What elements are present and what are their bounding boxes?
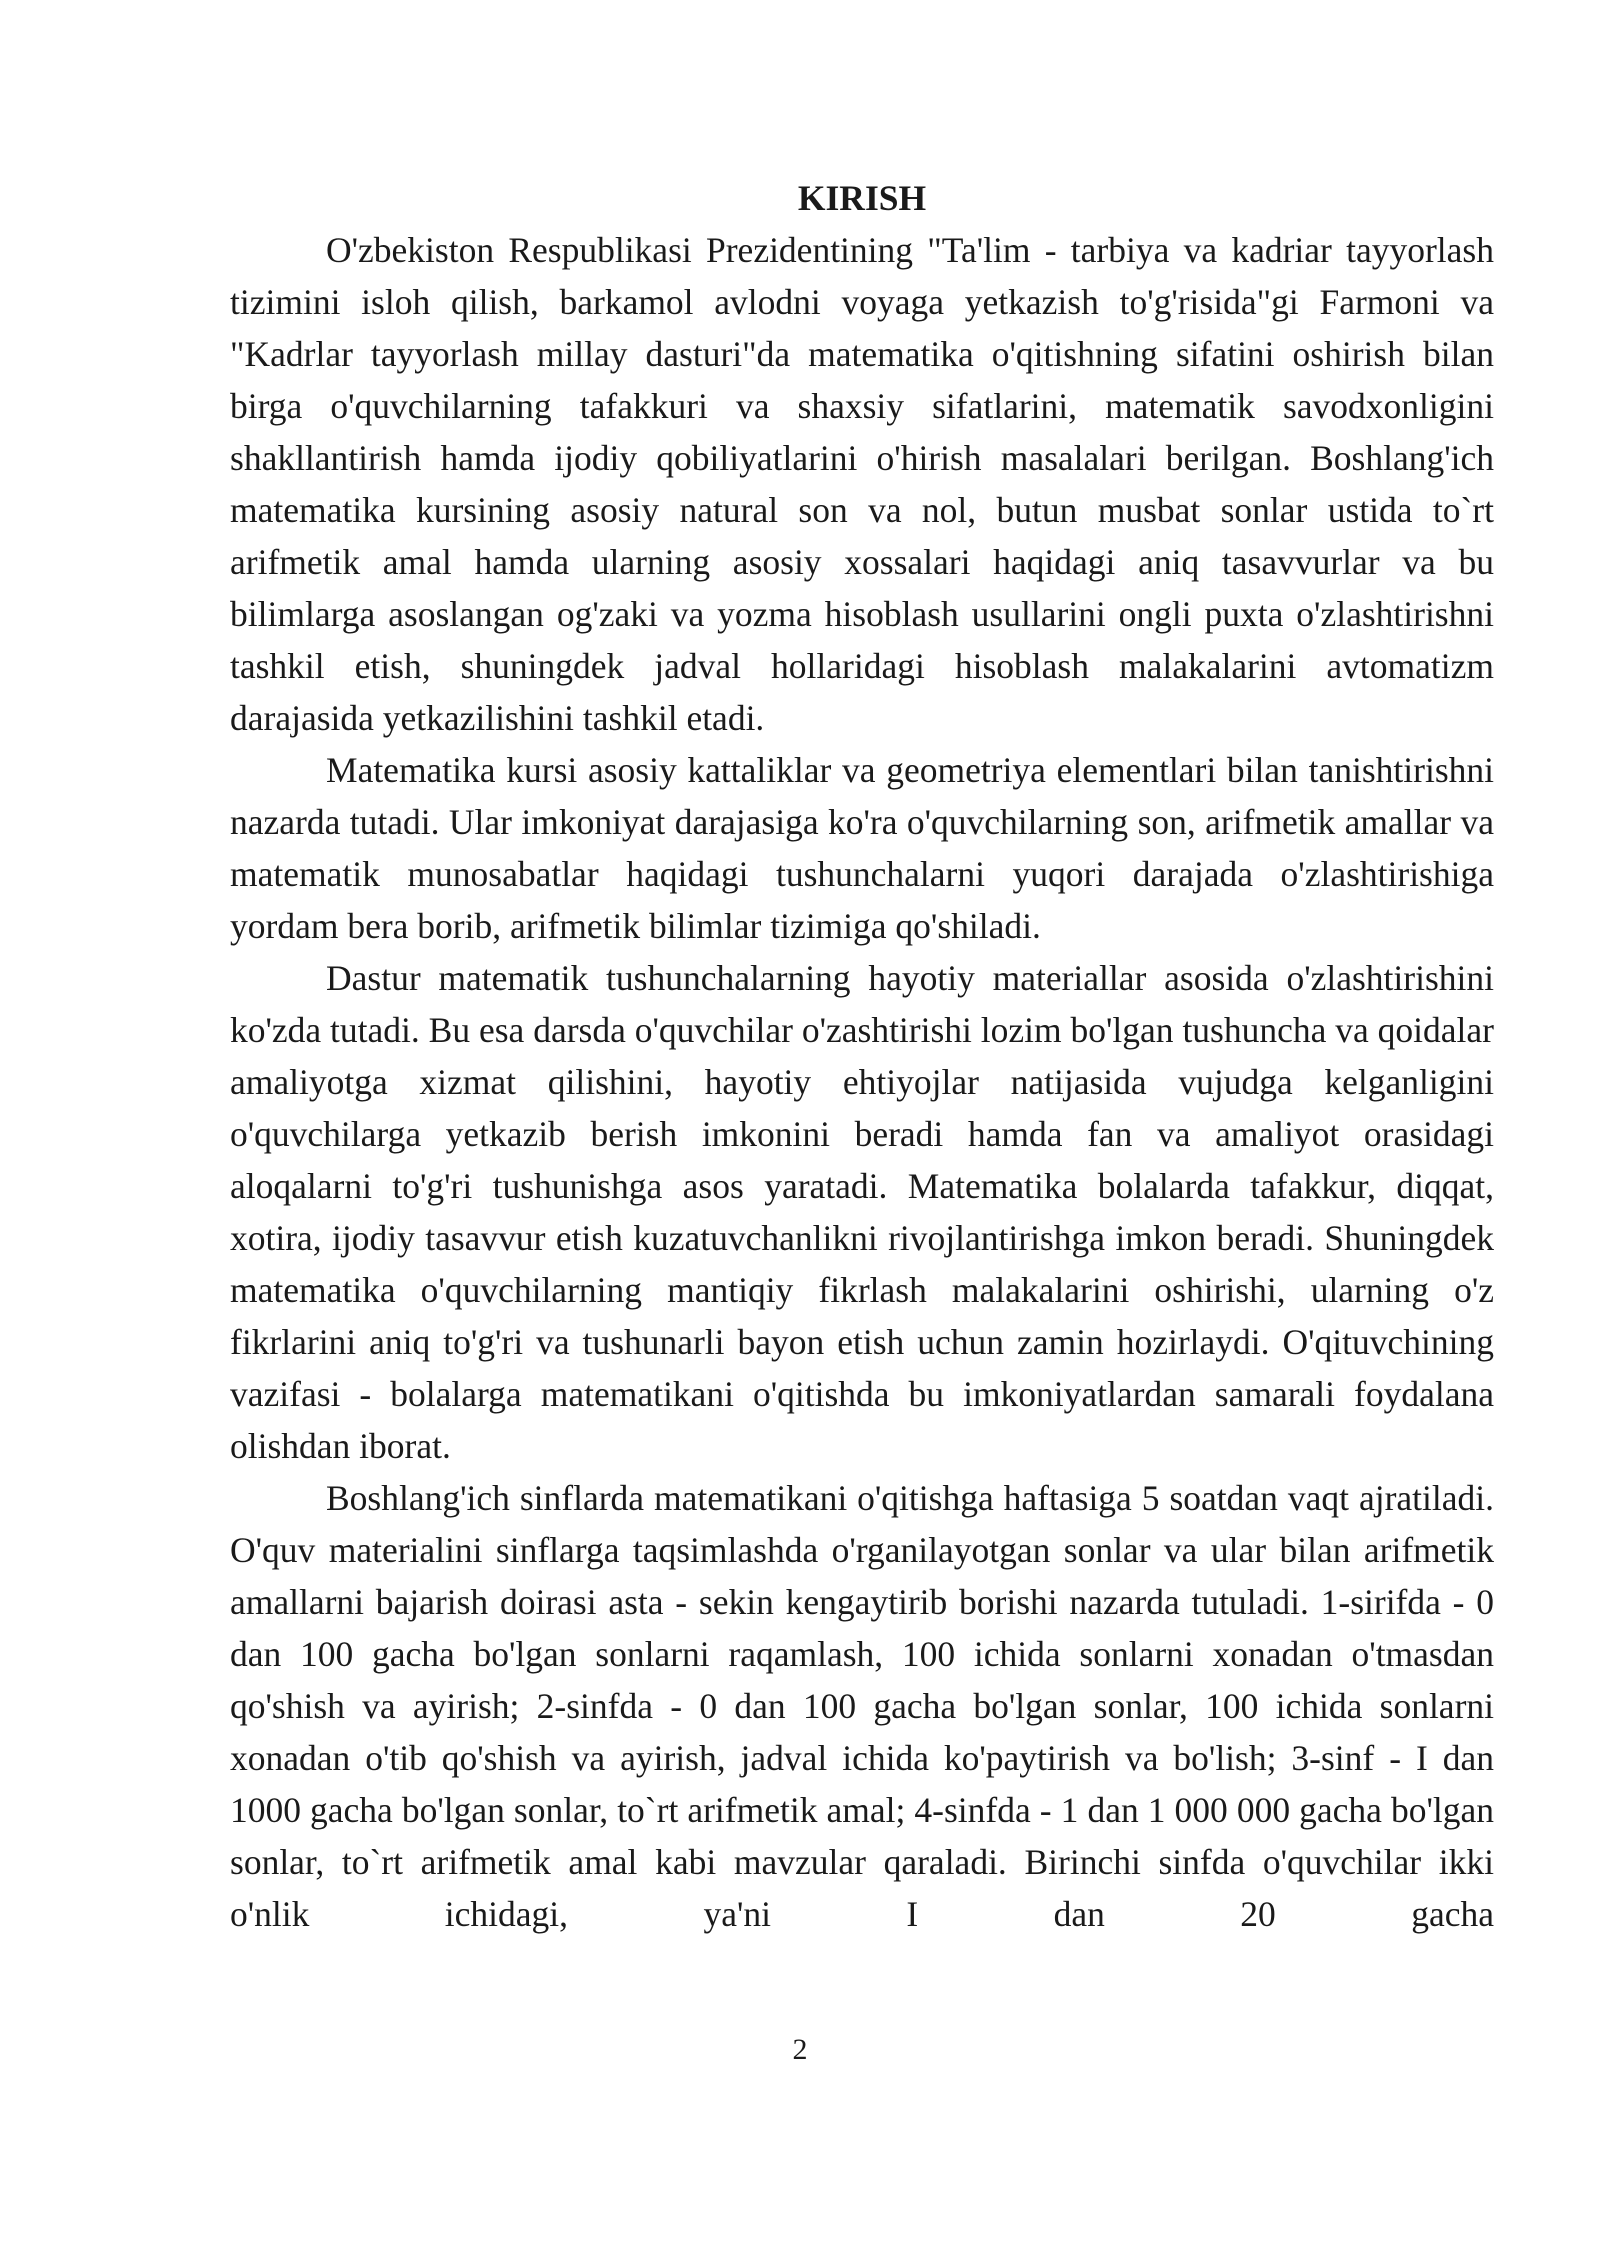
paragraph-1: O'zbekiston Respublikasi Prezidentining "Ta'lim - tarbiya va kadriar tayyorlash tizimini isloh qilish, barkamol avlodni voyaga yetkazish to'g'risida"gi Farmoni va "Kadrlar tayyorlash millay dasturi"da matematika o'qitishning sifatini oshirish bilan birga o'quvchilarning tafakkuri va shaxsiy sifatlarini, matematik savodxonligini shakllantirish hamda ijodiy qobiliyatlarini o'hirish masalalari berilgan. Boshlang'ich matematika kursining asosiy natural son va nol, butun musbat sonlar ustida to`rt arifmetik amal hamda ularning asosiy xossalari haqidagi aniq tasavvurlar va bu bilimlarga asoslangan og'zaki va yozma hisoblash usullarini ongli puxta o'zlashtirishni tashkil etish, shuningdek jadval hollaridagi hisoblash malakalarini avtomatizm darajasida yetkazilishini tashkil etadi.	[230, 230, 1494, 738]
page-content	[230, 172, 1494, 1940]
paragraph-4: Boshlang'ich sinflarda matematikani o'qitishga haftasiga 5 soatdan vaqt ajratiladi. O'quv materialini sinflarga taqsimlashda o'rganilayotgan sonlar va ular bilan arifmetik amallarni bajarish doirasi asta - sekin kengaytirib borishi nazarda tutuladi. 1-sirifda - 0 dan 100 gacha bo'lgan sonlarni raqamlash, 100 ichida sonlarni xonadan o'tmasdan qo'shish va ayirish; 2-sinfda - 0 dan 100 gacha bo'lgan sonlar, 100 ichida sonlarni xonadan o'tib qo'shish va ayirish, jadval ichida ko'paytirish va bo'lish; 3-sinf - I dan 1000 gacha bo'lgan sonlar, to`rt arifmetik amal; 4-sinfda - 1 dan 1 000 000 gacha bo'lgan sonlar, to`rt arifmetik amal kabi mavzular qaraladi. Birinchi sinfda o'quvchilar ikki o'nlik ichidagi, ya'ni I dan 20 gacha	[230, 1478, 1494, 1934]
paragraph-3: Dastur matematik tushunchalarning hayotiy materiallar asosida o'zlashtirishini ko'zda tutadi. Bu esa darsda o'quvchilar o'zashtirishi lozim bo'lgan tushuncha va qoidalar amaliyotga xizmat qilishini, hayotiy ehtiyojlar natijasida vujudga kelganligini o'quvchilarga yetkazib berish imkonini beradi hamda fan va amaliyot orasidagi aloqalarni to'g'ri tushunishga asos yaratadi. Matematika bolalarda tafakkur, diqqat, xotira, ijodiy tasavvur etish kuzatuvchanlikni rivojlantirishga imkon beradi. Shuningdek matematika o'quvchilarning mantiqiy fikrlash malakalarini oshirishi, ularning o'z fikrlarini aniq to'g'ri va tushunarli bayon etish uchun zamin hozirlaydi. O'qituvchining vazifasi - bolalarga matematikani o'qitishda bu imkoniyatlardan samarali foydalana olishdan iborat.	[230, 958, 1494, 1466]
page-number: 2	[792, 2033, 808, 2066]
section-title: KIRISH	[797, 178, 927, 218]
paragraph-2: Matematika kursi asosiy kattaliklar va geometriya elementlari bilan tanishtirishni nazarda tutadi. Ular imkoniyat darajasiga ko'ra o'quvchilarning son, arifmetik amallar va matematik munosabatlar haqidagi tushunchalarni yuqori darajada o'zlashtirishiga yordam bera borib, arifmetik bilimlar tizimiga qo'shiladi.	[230, 750, 1494, 946]
